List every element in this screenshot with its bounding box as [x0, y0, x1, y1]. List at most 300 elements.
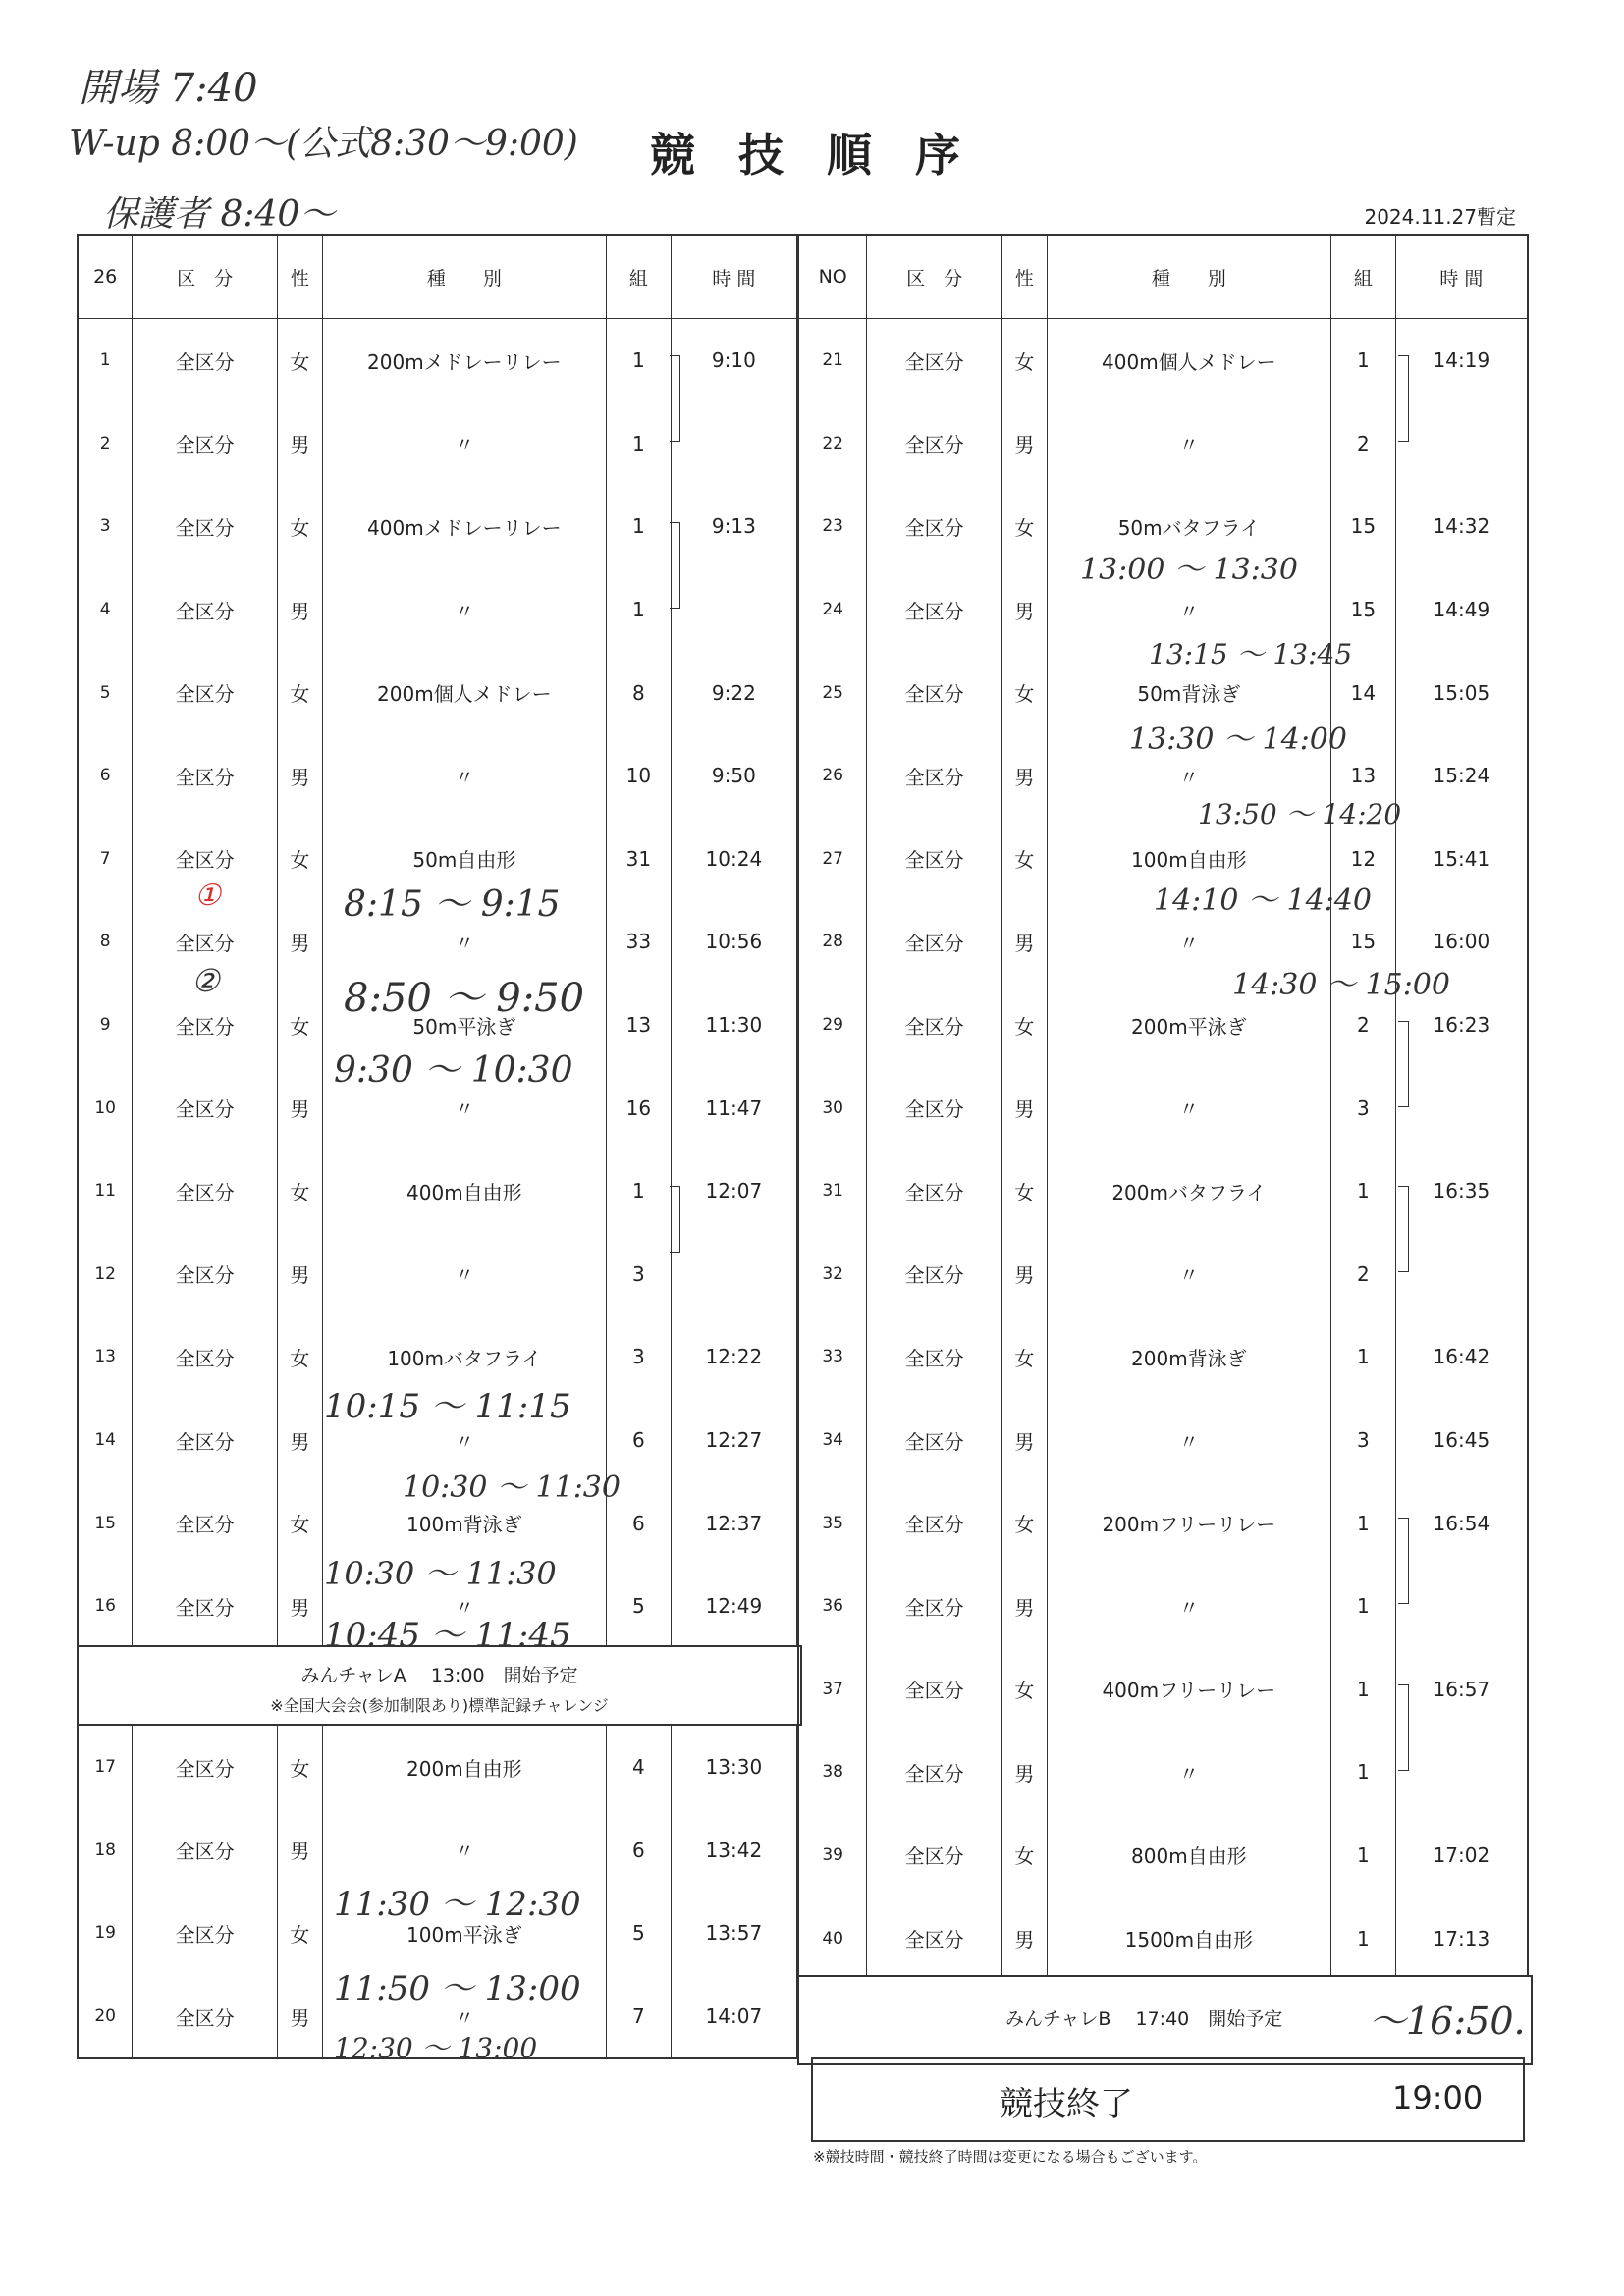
row-division: 全区分	[867, 1731, 1002, 1814]
row-time: 17:02	[1395, 1814, 1528, 1897]
row-no: 11	[78, 1149, 133, 1233]
row-heats: 2	[1330, 1233, 1395, 1316]
table-header-row	[798, 235, 1528, 319]
row-no: 30	[798, 1066, 867, 1149]
row-division: 全区分	[133, 1399, 278, 1482]
row-division: 全区分	[867, 485, 1002, 568]
row-heats: 1	[606, 485, 671, 568]
row-no: 19	[78, 1892, 133, 1975]
hw-time-20: 12:30 ～ 13:00	[334, 2032, 538, 2064]
row-time	[671, 568, 797, 652]
row-event: 800m自由形	[1047, 1814, 1330, 1897]
row-time: 10:56	[671, 900, 797, 984]
row-time: 16:57	[1395, 1648, 1528, 1732]
row-no: 21	[798, 319, 867, 402]
bracket-31-32	[1398, 1186, 1409, 1272]
row-sex: 女	[1001, 485, 1047, 568]
row-time: 13:42	[671, 1809, 797, 1893]
row-event: 〃	[322, 568, 606, 652]
table-row	[798, 1481, 1528, 1565]
row-division: 全区分	[867, 1066, 1002, 1149]
row-no: 31	[798, 1149, 867, 1233]
row-no: 34	[798, 1399, 867, 1482]
row-division: 全区分	[867, 1814, 1002, 1897]
row-sex: 男	[277, 1975, 322, 2059]
row-sex: 男	[1001, 1066, 1047, 1149]
row-heats: 12	[1330, 818, 1395, 901]
row-no: 18	[78, 1809, 133, 1893]
row-event: 〃	[322, 900, 606, 984]
row-sex: 女	[277, 1149, 322, 1233]
row-event: 〃	[322, 1565, 606, 1649]
row-event: 400m個人メドレー	[1047, 319, 1330, 402]
hw-time-9: 9:30 ～ 10:30	[334, 1050, 573, 1091]
row-heats: 15	[1330, 485, 1395, 568]
row-division: 全区分	[867, 734, 1002, 818]
table-row	[798, 1149, 1528, 1233]
table-row	[78, 734, 797, 818]
row-sex: 女	[1001, 1481, 1047, 1565]
row-event: 〃	[322, 734, 606, 818]
row-time: 16:00	[1395, 900, 1528, 984]
table-row	[798, 1565, 1528, 1648]
hw-venue-open: 開場 7:40	[79, 66, 258, 111]
header-division: 区 分	[867, 235, 1002, 319]
hw-time-26: 13:50 ～ 14:20	[1198, 798, 1402, 830]
row-division: 全区分	[133, 1315, 278, 1399]
row-event: 〃	[1047, 1731, 1330, 1814]
banner-minchalle-b	[797, 1975, 1533, 2065]
table-row	[78, 1725, 797, 1809]
row-heats: 7	[606, 1975, 671, 2059]
bracket-37-38	[1398, 1684, 1409, 1771]
hw-time-14: 10:30 ～ 11:30	[403, 1470, 621, 1505]
row-no: 16	[78, 1565, 133, 1649]
banner-a-title: みんチャレA 13:00 開始予定	[300, 1665, 578, 1686]
hw-time-23: 13:00 ～ 13:30	[1080, 553, 1298, 587]
row-heats: 1	[1330, 1896, 1395, 1981]
row-sex: 男	[277, 1809, 322, 1893]
left-schedule-table	[77, 234, 798, 1650]
row-event: 100m自由形	[1047, 818, 1330, 901]
bracket-1-2	[670, 355, 680, 442]
row-division: 全区分	[133, 734, 278, 818]
table-row	[78, 402, 797, 486]
row-heats: 1	[606, 1149, 671, 1233]
table-row	[78, 1149, 797, 1233]
row-heats: 33	[606, 900, 671, 984]
row-sex: 女	[1001, 818, 1047, 901]
row-time: 16:54	[1395, 1481, 1528, 1565]
row-time	[671, 402, 797, 486]
row-heats: 3	[1330, 1066, 1395, 1149]
footnote: ※競技時間・競技終了時間は変更になる場合もございます。	[813, 2148, 1208, 2165]
row-time: 12:37	[671, 1481, 797, 1565]
row-no: 20	[78, 1975, 133, 2059]
header-no: 26	[78, 235, 133, 319]
row-division: 全区分	[133, 651, 278, 734]
row-sex: 男	[1001, 1731, 1047, 1814]
row-heats: 1	[1330, 319, 1395, 402]
row-no: 38	[798, 1731, 867, 1814]
row-event: 〃	[1047, 1565, 1330, 1648]
row-no: 39	[798, 1814, 867, 1897]
row-sex: 女	[277, 984, 322, 1067]
row-sex: 女	[277, 319, 322, 402]
row-sex: 男	[1001, 900, 1047, 984]
row-sex: 男	[277, 402, 322, 486]
row-division: 全区分	[867, 1315, 1002, 1399]
bracket-21-22	[1398, 355, 1409, 442]
row-sex: 男	[277, 900, 322, 984]
banner-a-note: ※全国大会会(参加制限あり)標準記録チャレンジ	[270, 1696, 609, 1715]
row-heats: 31	[606, 818, 671, 901]
row-sex: 女	[1001, 1149, 1047, 1233]
row-heats: 1	[606, 319, 671, 402]
row-event: 200mバタフライ	[1047, 1149, 1330, 1233]
row-event: 100mバタフライ	[322, 1315, 606, 1399]
table-row	[798, 402, 1528, 486]
row-division: 全区分	[867, 1896, 1002, 1981]
row-event: 200m自由形	[322, 1725, 606, 1809]
row-event: 200m平泳ぎ	[1047, 984, 1330, 1067]
row-sex: 男	[277, 568, 322, 652]
row-event: 〃	[322, 1809, 606, 1893]
row-sex: 女	[1001, 984, 1047, 1067]
row-heats: 3	[606, 1233, 671, 1316]
row-division: 全区分	[133, 1481, 278, 1565]
row-sex: 男	[1001, 402, 1047, 486]
row-event: 50mバタフライ	[1047, 485, 1330, 568]
row-division: 全区分	[133, 1565, 278, 1649]
table-row	[78, 485, 797, 568]
row-no: 8	[78, 900, 133, 984]
row-time: 9:50	[671, 734, 797, 818]
row-division: 全区分	[133, 1233, 278, 1316]
row-time: 14:07	[671, 1975, 797, 2059]
row-heats: 13	[606, 984, 671, 1067]
header-time: 時 間	[1395, 235, 1528, 319]
hw-time-7: 8:15 ～ 9:15	[344, 884, 561, 925]
hw-time-24: 13:15 ～ 13:45	[1149, 638, 1353, 670]
row-no: 17	[78, 1725, 133, 1809]
row-sex: 女	[1001, 1648, 1047, 1732]
row-time	[1395, 1565, 1528, 1648]
row-division: 全区分	[133, 984, 278, 1067]
row-sex: 女	[277, 818, 322, 901]
table-row	[798, 1648, 1528, 1732]
row-sex: 女	[1001, 651, 1047, 734]
row-heats: 2	[1330, 984, 1395, 1067]
row-time: 15:24	[1395, 734, 1528, 818]
header-heats: 組	[606, 235, 671, 319]
row-no: 35	[798, 1481, 867, 1565]
table-row	[78, 568, 797, 652]
row-sex: 女	[277, 651, 322, 734]
bracket-11-12	[670, 1186, 680, 1253]
row-heats: 1	[606, 402, 671, 486]
hw-time-27: 14:10 ～ 14:40	[1154, 883, 1372, 918]
header-sex: 性	[277, 235, 322, 319]
row-heats: 3	[1330, 1399, 1395, 1482]
row-division: 全区分	[133, 900, 278, 984]
row-no: 28	[798, 900, 867, 984]
row-heats: 1	[1330, 1731, 1395, 1814]
row-event: 〃	[322, 1066, 606, 1149]
hw-banner-b-end: ～16:50.	[1369, 2000, 1526, 2043]
hw-circle-2: ②	[191, 962, 220, 999]
row-heats: 6	[606, 1809, 671, 1893]
row-division: 全区分	[867, 900, 1002, 984]
hw-guardians: 保護者 8:40～	[103, 194, 336, 235]
row-time: 10:24	[671, 818, 797, 901]
row-no: 12	[78, 1233, 133, 1316]
row-time: 9:13	[671, 485, 797, 568]
table-row	[78, 651, 797, 734]
row-time: 15:05	[1395, 651, 1528, 734]
row-division: 全区分	[133, 1066, 278, 1149]
row-heats: 14	[1330, 651, 1395, 734]
row-division: 全区分	[867, 1233, 1002, 1316]
row-division: 全区分	[133, 818, 278, 901]
row-division: 全区分	[133, 568, 278, 652]
hw-time-8: 8:50 ～ 9:50	[344, 976, 585, 1021]
row-time: 11:47	[671, 1066, 797, 1149]
row-sex: 男	[277, 1233, 322, 1316]
row-heats: 3	[606, 1315, 671, 1399]
row-no: 4	[78, 568, 133, 652]
hw-time-16: 10:45 ～ 11:45	[324, 1616, 571, 1655]
row-no: 37	[798, 1648, 867, 1732]
hw-time-19: 11:50 ～ 13:00	[334, 1969, 581, 2008]
row-heats: 6	[606, 1481, 671, 1565]
row-division: 全区分	[867, 319, 1002, 402]
row-time	[1395, 1731, 1528, 1814]
row-heats: 15	[1330, 900, 1395, 984]
row-time: 14:19	[1395, 319, 1528, 402]
header-heats: 組	[1330, 235, 1395, 319]
row-division: 全区分	[867, 402, 1002, 486]
row-no: 14	[78, 1399, 133, 1482]
row-event: 〃	[1047, 1233, 1330, 1316]
row-event: 50m背泳ぎ	[1047, 651, 1330, 734]
row-time: 13:30	[671, 1725, 797, 1809]
row-division: 全区分	[867, 1481, 1002, 1565]
row-no: 7	[78, 818, 133, 901]
row-division: 全区分	[133, 1892, 278, 1975]
row-no: 5	[78, 651, 133, 734]
hw-time-13: 10:15 ～ 11:15	[324, 1387, 571, 1426]
hw-warmup: W-up 8:00～(公式8:30～9:00)	[69, 124, 578, 164]
row-sex: 女	[277, 1725, 322, 1809]
header-event: 種 別	[322, 235, 606, 319]
row-no: 3	[78, 485, 133, 568]
header-no: NO	[798, 235, 867, 319]
table-row	[78, 1233, 797, 1316]
row-time: 12:49	[671, 1565, 797, 1649]
row-division: 全区分	[867, 818, 1002, 901]
row-time: 16:42	[1395, 1315, 1528, 1399]
row-no: 27	[798, 818, 867, 901]
row-time: 9:10	[671, 319, 797, 402]
row-sex: 男	[1001, 568, 1047, 652]
row-heats: 8	[606, 651, 671, 734]
row-event: 〃	[322, 1399, 606, 1482]
competition-end-label: 競技終了	[1000, 2085, 1133, 2124]
row-time: 16:45	[1395, 1399, 1528, 1482]
table-row	[798, 1066, 1528, 1149]
hw-circle-1: ①	[194, 879, 221, 913]
row-event: 200m背泳ぎ	[1047, 1315, 1330, 1399]
row-time: 13:57	[671, 1892, 797, 1975]
table-header-row	[78, 235, 797, 319]
hw-time-18: 11:30 ～ 12:30	[334, 1885, 581, 1924]
row-no: 24	[798, 568, 867, 652]
row-no: 13	[78, 1315, 133, 1399]
row-event: 200mメドレーリレー	[322, 319, 606, 402]
row-time: 17:13	[1395, 1896, 1528, 1981]
bracket-29-30	[1398, 1021, 1409, 1107]
row-no: 26	[798, 734, 867, 818]
bracket-35-36	[1398, 1518, 1409, 1604]
row-no: 22	[798, 402, 867, 486]
row-heats: 1	[1330, 1814, 1395, 1897]
row-event: 100m背泳ぎ	[322, 1481, 606, 1565]
row-heats: 5	[606, 1892, 671, 1975]
row-time: 12:22	[671, 1315, 797, 1399]
row-sex: 男	[1001, 1565, 1047, 1648]
row-event: 〃	[1047, 568, 1330, 652]
row-division: 全区分	[867, 1399, 1002, 1482]
table-row	[798, 1896, 1528, 1981]
row-sex: 女	[277, 1315, 322, 1399]
row-heats: 2	[1330, 402, 1395, 486]
row-heats: 1	[1330, 1481, 1395, 1565]
row-no: 25	[798, 651, 867, 734]
row-sex: 男	[277, 1399, 322, 1482]
row-division: 全区分	[133, 485, 278, 568]
header-time: 時 間	[671, 235, 797, 319]
row-no: 32	[798, 1233, 867, 1316]
row-event: 1500m自由形	[1047, 1896, 1330, 1981]
header-sex: 性	[1001, 235, 1047, 319]
row-sex: 女	[277, 1481, 322, 1565]
row-heats: 6	[606, 1399, 671, 1482]
row-event: 〃	[322, 402, 606, 486]
row-heats: 1	[1330, 1648, 1395, 1732]
row-sex: 男	[1001, 1399, 1047, 1482]
competition-end-box	[811, 2057, 1525, 2142]
row-time: 16:23	[1395, 984, 1528, 1067]
row-no: 33	[798, 1315, 867, 1399]
row-division: 全区分	[867, 1565, 1002, 1648]
row-event: 〃	[322, 1975, 606, 2059]
row-division: 全区分	[133, 1975, 278, 2059]
hw-time-25: 13:30 ～ 14:00	[1129, 722, 1347, 757]
row-sex: 男	[1001, 1233, 1047, 1316]
table-row	[798, 1233, 1528, 1316]
row-heats: 1	[1330, 1565, 1395, 1648]
hw-time-28: 14:30 ～ 15:00	[1232, 968, 1450, 1002]
row-heats: 1	[1330, 1149, 1395, 1233]
row-no: 40	[798, 1896, 867, 1981]
row-division: 全区分	[867, 1648, 1002, 1732]
row-time: 15:41	[1395, 818, 1528, 901]
row-time: 11:30	[671, 984, 797, 1067]
row-sex: 男	[277, 1565, 322, 1649]
row-sex: 男	[1001, 1896, 1047, 1981]
row-division: 全区分	[867, 984, 1002, 1067]
row-division: 全区分	[133, 319, 278, 402]
row-division: 全区分	[133, 1809, 278, 1893]
row-time: 16:35	[1395, 1149, 1528, 1233]
table-row	[798, 1399, 1528, 1482]
row-event: 〃	[1047, 402, 1330, 486]
table-row	[798, 1315, 1528, 1399]
document-date: 2024.11.27暫定	[1364, 205, 1516, 229]
right-schedule-table	[797, 234, 1529, 1982]
row-no: 6	[78, 734, 133, 818]
row-event: 〃	[1047, 1399, 1330, 1482]
row-heats: 5	[606, 1565, 671, 1649]
row-event: 〃	[1047, 734, 1330, 818]
row-heats: 15	[1330, 568, 1395, 652]
row-sex: 女	[1001, 1315, 1047, 1399]
row-division: 全区分	[133, 402, 278, 486]
row-division: 全区分	[133, 1149, 278, 1233]
table-row	[798, 1814, 1528, 1897]
row-heats: 13	[1330, 734, 1395, 818]
bracket-3-4	[670, 522, 680, 609]
row-time	[1395, 1066, 1528, 1149]
table-row	[798, 319, 1528, 402]
row-sex: 男	[1001, 734, 1047, 818]
row-no: 23	[798, 485, 867, 568]
row-heats: 10	[606, 734, 671, 818]
table-row	[798, 1731, 1528, 1814]
row-heats: 1	[1330, 1315, 1395, 1399]
row-time	[671, 1233, 797, 1316]
row-event: 50m自由形	[322, 818, 606, 901]
row-time: 9:22	[671, 651, 797, 734]
row-event: 50m平泳ぎ	[322, 984, 606, 1067]
row-division: 全区分	[867, 568, 1002, 652]
row-event: 400mメドレーリレー	[322, 485, 606, 568]
row-event: 〃	[1047, 1066, 1330, 1149]
row-sex: 女	[1001, 1814, 1047, 1897]
row-sex: 男	[277, 734, 322, 818]
row-event: 〃	[322, 1233, 606, 1316]
page-title: 競 技 順 序	[649, 129, 975, 182]
row-division: 全区分	[133, 1725, 278, 1809]
row-time	[1395, 402, 1528, 486]
row-sex: 男	[277, 1066, 322, 1149]
competition-end-time: 19:00	[1392, 2079, 1484, 2116]
row-time: 12:27	[671, 1399, 797, 1482]
row-event: 200m個人メドレー	[322, 651, 606, 734]
hw-time-15: 10:30 ～ 11:30	[324, 1555, 557, 1592]
row-event: 400m自由形	[322, 1149, 606, 1233]
row-no: 9	[78, 984, 133, 1067]
row-heats: 4	[606, 1725, 671, 1809]
banner-b-title: みんチャレB 17:40 開始予定	[1005, 2008, 1283, 2030]
row-time: 14:32	[1395, 485, 1528, 568]
row-no: 29	[798, 984, 867, 1067]
row-sex: 女	[1001, 319, 1047, 402]
row-event: 200mフリーリレー	[1047, 1481, 1330, 1565]
header-division: 区 分	[133, 235, 278, 319]
table-row	[78, 319, 797, 402]
